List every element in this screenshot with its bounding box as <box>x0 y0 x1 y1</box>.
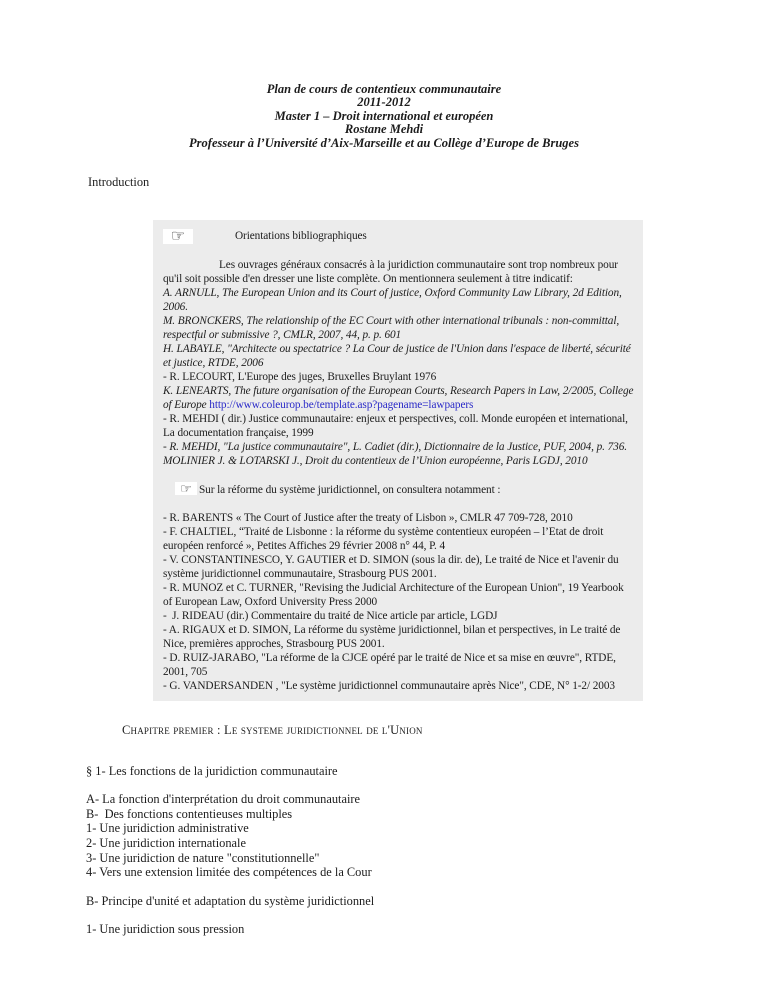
bibliography-entry: H. LABAYLE, "Architecte ou spectatrice ? La Cour de justice de l'Union dans l'espace de liberté, sécurité et justice, RTDE, 2006 <box>163 342 634 369</box>
pointing-hand-icon: ☞ <box>175 482 197 495</box>
bibliography-entry <box>163 384 637 412</box>
reform-bibliography-entry: - J. RIDEAU (dir.) Commentaire du traité de Nice article par article, LGDJ <box>163 609 498 622</box>
bibliography-box-heading <box>163 229 634 244</box>
bibliography-entry: - R. MEHDI ( dir.) Justice communautaire: enjeux et perspectives, coll. Monde européen et international, La documentation française, 1999 <box>163 412 631 439</box>
reform-note <box>163 482 634 497</box>
introduction-heading: Introduction <box>88 175 150 190</box>
outline-section-1: § 1- Les fonctions de la juridiction communautaire <box>86 763 338 778</box>
chapter-one-heading: Chapitre premier : Le systeme juridictionnel de l'Union <box>122 722 423 737</box>
bibliography-intro-paragraph: Les ouvrages généraux consacrés à la juridiction communautaire sont trop nombreux pour qu'il soit possible d'en dresser une liste complète. On mentionnera seulement à titre indicatif: <box>163 258 621 285</box>
reform-bibliography-entry: - A. RIGAUX et D. SIMON, La réforme du système juridictionnel, bilan et perspectives, in Le traité de Nice, premières approches, Strasbourg PUS 2001. <box>163 623 624 650</box>
reform-note-label: Sur la réforme du système juridictionnel, on consultera notamment : <box>199 483 501 496</box>
outline-item-a: A- La fonction d'interprétation du droit communautaire <box>86 792 361 807</box>
bibliography-box <box>153 220 643 701</box>
reform-bibliography-entry: - V. CONSTANTINESCO, Y. GAUTIER et D. SIMON (sous la dir. de), Le traité de Nice et l'avenir du système juridictionnel communautaire, Strasbourg PUS 2001. <box>163 553 622 580</box>
reform-bibliography-entry: - R. MUNOZ et C. TURNER, "Revising the Judicial Architecture of the European Union", 19 Yearbook of European Law, Oxford University Press 2000 <box>163 581 627 608</box>
course-title-block <box>0 0 768 150</box>
course-author: Rostane Mehdi <box>344 122 424 137</box>
bibliography-entry: - R. MEHDI, "La justice communautaire", L. Cadiet (dir.), Dictionnaire de la Justice, PUF, 2004, p. 736. <box>163 440 627 453</box>
bibliography-entry-text: K. LENEARTS, The future organisation of the European Courts, Research Papers in Law, 2/2005, College of Europe <box>163 384 637 411</box>
course-year: 2011-2012 <box>357 95 411 110</box>
reform-bibliography-entry: - G. VANDERSANDEN , "Le système juridictionnel communautaire après Nice", CDE, N° 1-2/ 2003 <box>163 679 615 692</box>
outline-item-b: B- Des fonctions contentieuses multiples <box>86 806 293 821</box>
outline-item-b-principe: B- Principe d'unité et adaptation du système juridictionnel <box>86 893 375 908</box>
bibliography-entry: - R. LECOURT, L'Europe des juges, Bruxelles Bruylant 1976 <box>163 370 437 383</box>
bibliography-entry: A. ARNULL, The European Union and its Court of justice, Oxford Community Law Library, 2d Edition, 2006. <box>163 286 625 313</box>
bibliography-entry: M. BRONCKERS, The relationship of the EC Court with other international tribunals : non-committal, respectful or submissive ?, CMLR, 2007, 44, p. p. 601 <box>163 314 622 341</box>
reform-bibliography-entry: - D. RUIZ-JARABO, "La réforme de la CJCE opéré par le traité de Nice et sa mise en œuvre", RTDE, 2001, 705 <box>163 651 619 678</box>
coleurop-hyperlink[interactable]: http://www.coleurop.be/template.asp?pagename=lawpapers <box>209 398 474 411</box>
bibliography-heading-label: Orientations bibliographiques <box>235 229 367 242</box>
course-title: Plan de cours de contentieux communautaire <box>266 82 502 96</box>
outline-item-1: 1- Une juridiction administrative <box>86 821 249 836</box>
pointing-hand-icon: ☞ <box>163 229 193 244</box>
course-author-affiliation: Professeur à l’Université d’Aix-Marseille et au Collège d’Europe de Bruges <box>189 135 579 150</box>
outline-item-4: 4- Vers une extension limitée des compétences de la Cour <box>86 865 372 880</box>
reform-bibliography-entry: - F. CHALTIEL, “Traité de Lisbonne : la réforme du système contentieux européen – l’Etat de droit européen renforcé », Petites Affiches 29 février 2008 n° 44, P. 4 <box>163 525 607 552</box>
bibliography-entry: MOLINIER J. & LOTARSKI J., Droit du contentieux de l’Union européenne, Paris LGDJ, 2010 <box>163 454 588 467</box>
reform-bibliography-entry: - R. BARENTS « The Court of Justice after the treaty of Lisbon », CMLR 47 709-728, 2010 <box>163 511 573 524</box>
course-degree: Master 1 – Droit international et européen <box>274 108 494 123</box>
outline-item-juridiction-pression: 1- Une juridiction sous pression <box>86 922 245 937</box>
outline-item-3: 3- Une juridiction de nature "constitutionnelle" <box>86 850 320 865</box>
outline-item-2: 2- Une juridiction internationale <box>86 836 246 850</box>
